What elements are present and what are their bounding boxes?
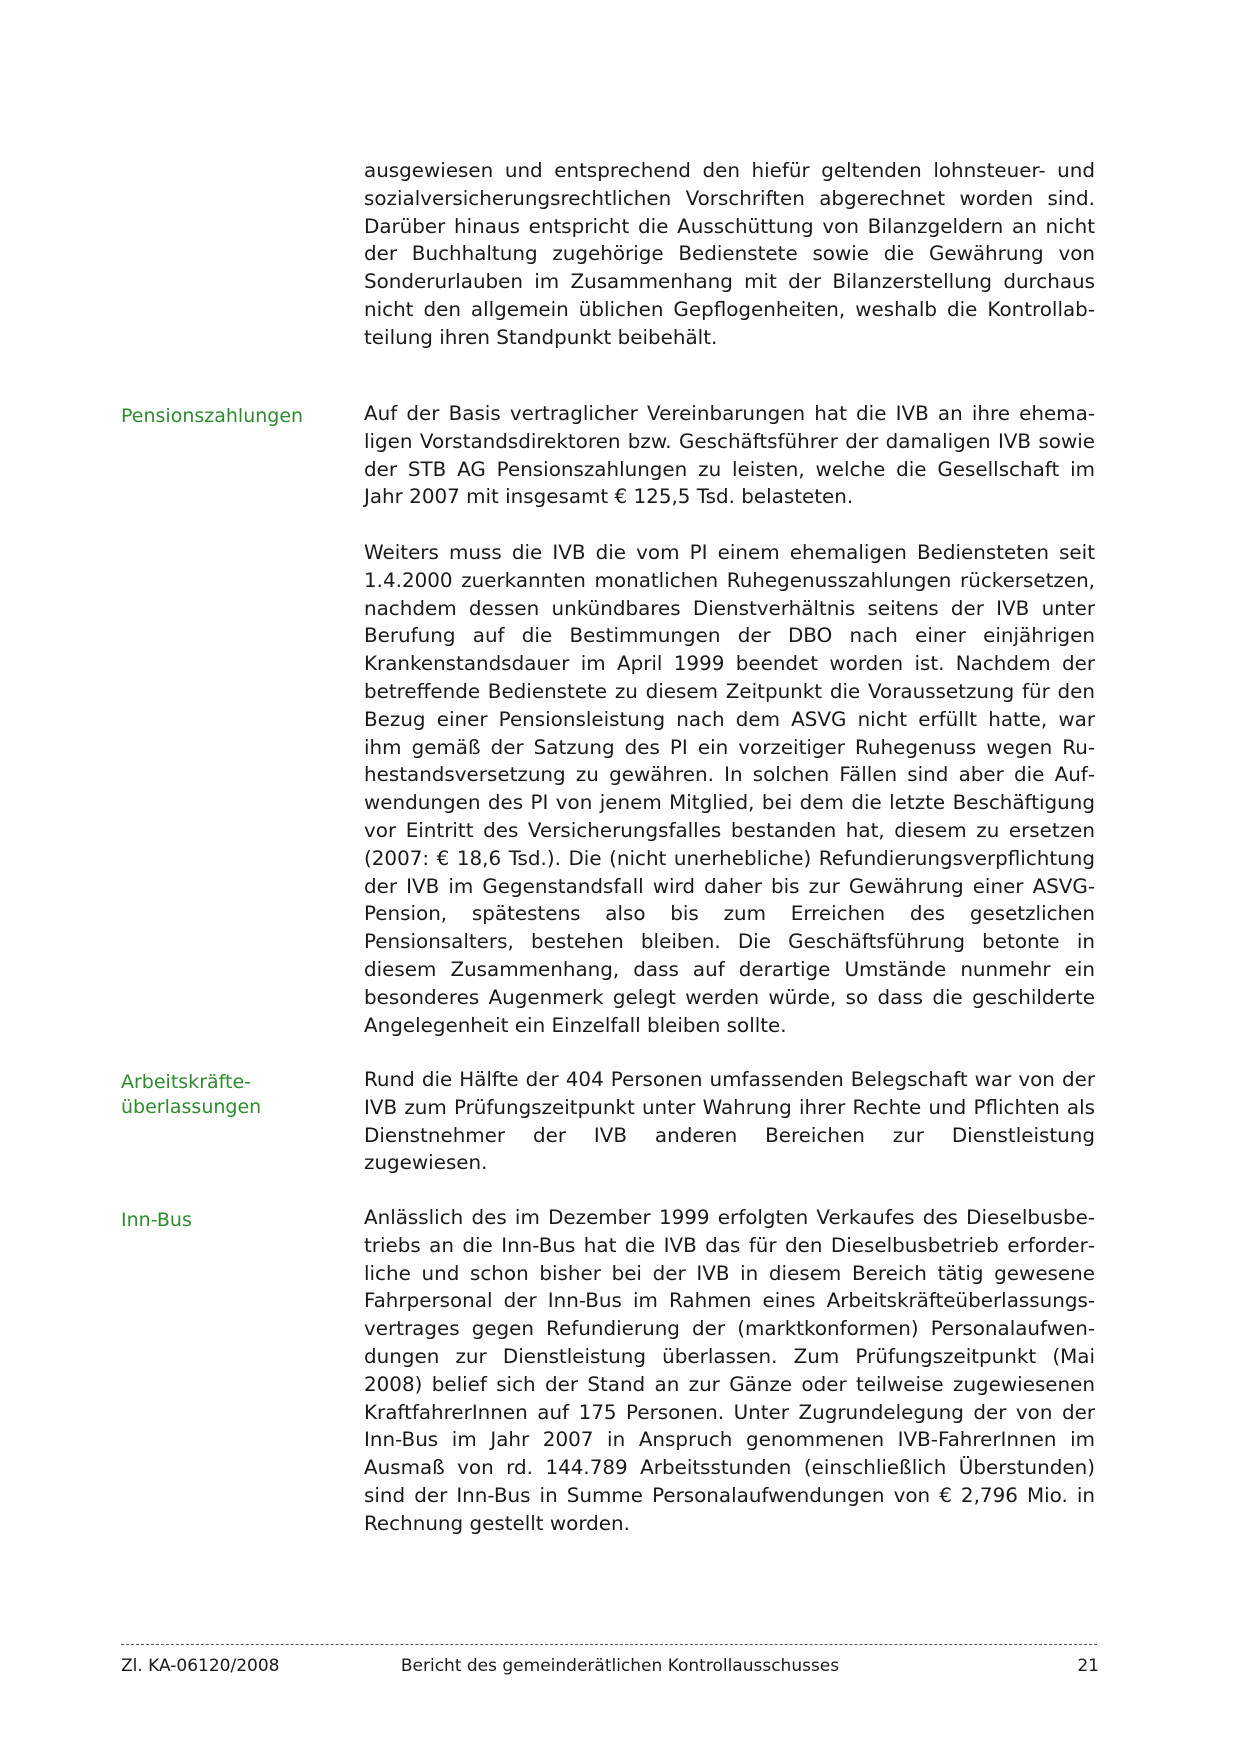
margin-note-line: überlassungen — [121, 1096, 262, 1118]
paragraph-pensionszahlungen: Auf der Basis vertraglicher Vereinbarungen hat die IVB an ihre ehemaligen Vorstandsdirektoren bzw. Geschäftsführer der damaligen IVB sowie der STB AG Pensionszahlungen zu leisten, welche die Gesellschaft im Jahr 2007 mit insgesamt € 125,5 Tsd. belasteten. — [364, 402, 1095, 509]
footer-page-number: 21 — [1077, 1656, 1099, 1676]
paragraph-inn-bus: Anlässlich des im Dezember 1999 erfolgten Verkaufes des Dieselbusbetriebs an die Inn-Bus hat die IVB das für den Dieselbusbetrieb erforderliche und schon bisher bei der IVB in diesem Bereich tätig gewesene Fahrpersonal der Inn-Bus im Rahmen eines Arbeitskräfteüberlassungsvertrages gegen Refundierung der (marktkonformen) Personalaufwendungen zur Dienstleistung überlassen. Zum Prüfungszeitpunkt (Mai 2008) belief sich der Stand an zur Gänze oder teilweise zugewiesenen KraftfahrerInnen auf 175 Personen. Unter Zugrundelegung der von der Inn-Bus im Jahr 2007 in Anspruch genommenen IVB-FahrerInnen im Ausmaß von rd. 144.789 Arbeitsstunden (einschließlich Überstunden) sind der Inn-Bus in Summe Personalaufwendungen von € 2,796 Mio. in Rechnung gestellt worden. — [364, 1206, 1095, 1535]
footer-reference: Zl. KA-06120/2008 — [121, 1656, 280, 1676]
footer-title: Bericht des gemeinderätlichen Kontrollausschusses — [400, 1656, 840, 1676]
margin-note-inn-bus: Inn-Bus — [121, 1209, 192, 1231]
paragraph-continuation: ausgewiesen und entsprechend den hiefür geltenden lohnsteuer- und sozialversicherungsrechtlichen Vorschriften abgerechnet worden sind. Darüber hinaus entspricht die Ausschüttung von Bilanzgeldern an nicht der Buchhaltung zugehörige Bedienstete sowie die Gewährung von Sonderurlauben im Zusammenhang mit der Bilanzerstellung durchaus nicht den allgemein üblichen Gepflogenheiten, weshalb die Kontrollabteilung ihren Standpunkt beibehält. — [364, 159, 1095, 349]
paragraph-arbeitskraefte: Rund die Hälfte der 404 Personen umfassenden Belegschaft war von der IVB zum Prüfungszeitpunkt unter Wahrung ihrer Rechte und Pflichten als Dienstnehmer der IVB anderen Bereichen zur Dienstleistung zugewiesen. — [364, 1068, 1095, 1175]
margin-note-pensionszahlungen: Pensionszahlungen — [121, 405, 304, 427]
footer-divider — [121, 1644, 1097, 1645]
margin-note-arbeitskraefteueberlassungen — [121, 1070, 341, 1120]
margin-note-line: Arbeitskräfte- — [121, 1071, 251, 1093]
paragraph-ruhegenuss: Weiters muss die IVB die vom PI einem ehemaligen Bediensteten seit 1.4.2000 zuerkannten monatlichen Ruhegenusszahlungen rückersetzen, nachdem dessen unkündbares Dienstverhältnis seitens der IVB unter Berufung auf die Bestimmungen der DBO nach einer einjährigen Krankenstandsdauer im April 1999 beendet worden ist. Nachdem der betreffende Bedienstete zu diesem Zeitpunkt die Voraussetzung für den Bezug einer Pensionsleistung nach dem ASVG nicht erfüllt hatte, war ihm gemäß der Satzung des PI ein vorzeitiger Ruhegenuss wegen Ruhestandsversetzung zu gewähren. In solchen Fällen sind aber die Aufwendungen des PI von jenem Mitglied, bei dem die letzte Beschäftigung vor Eintritt des Versicherungsfalles bestanden hat, diesem zu ersetzen (2007: € 18,6 Tsd.). Die (nicht unerhebliche) Refundierungsverpflichtung der IVB im Gegenstandsfall wird daher bis zur Gewährung einer ASVG-Pension, spätestens also bis zum Erreichen des gesetzlichen Pensionsalters, bestehen bleiben. Die Geschäftsführung betonte in diesem Zusammenhang, dass auf derartige Umstände nunmehr ein besonderes Augenmerk gelegt werden würde, so dass die geschilderte Angelegenheit ein Einzelfall bleiben sollte. — [364, 541, 1095, 1037]
